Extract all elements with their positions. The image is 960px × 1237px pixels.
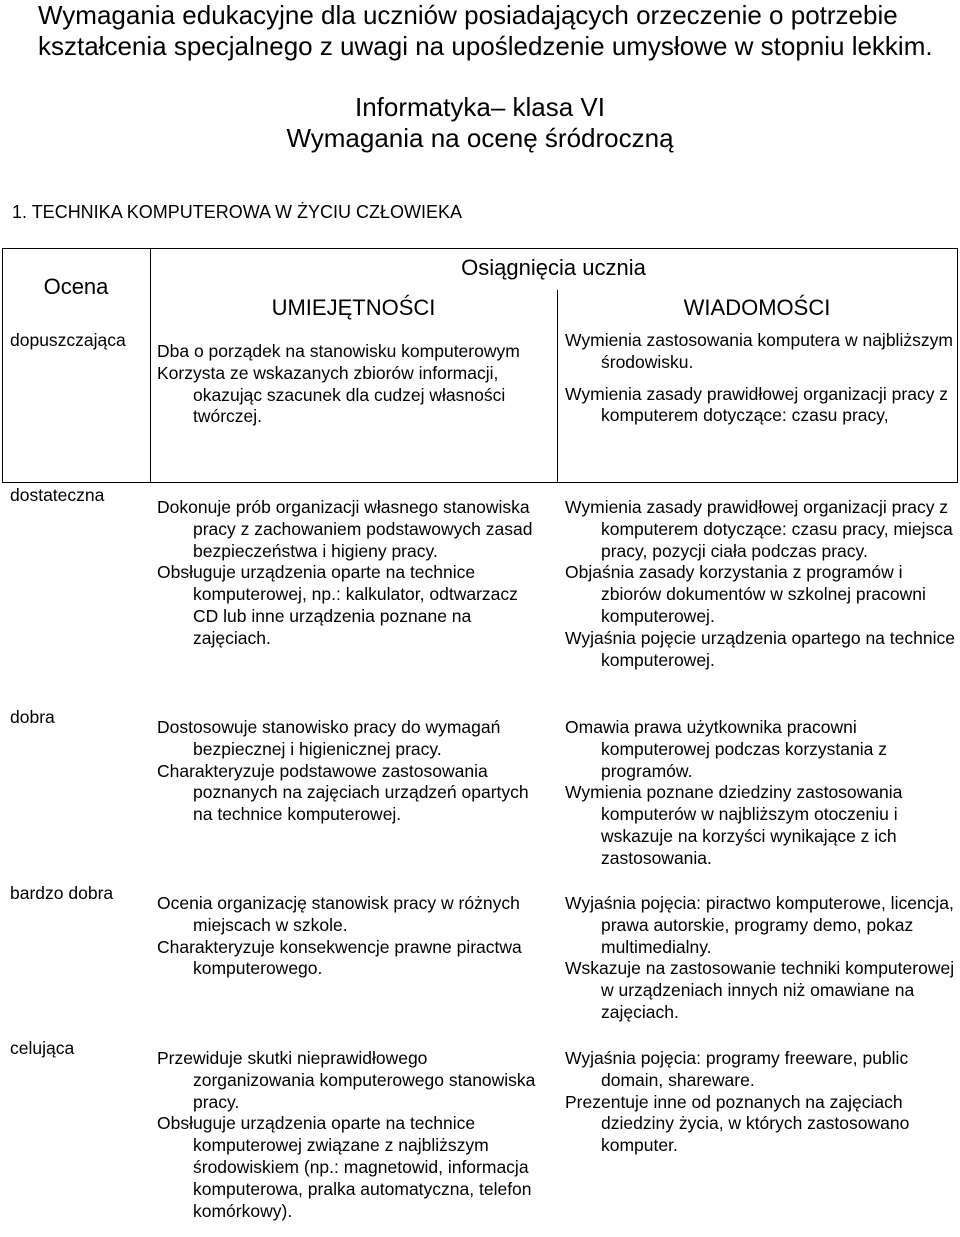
skills-cell-dobra <box>157 717 537 826</box>
grade-label-dostateczna: dostateczna <box>10 485 105 505</box>
knowledge-cell-dopuszczajaca <box>565 330 955 427</box>
document-intro: Wymagania edukacyjne dla uczniów posiadających orzeczenie o potrzebie kształcenia specjalnego z uwagi na upośledzenie umysłowe w stopniu lekkim. <box>38 0 933 61</box>
knowledge-item: Wymienia zasady prawidłowej organizacji pracy z komputerem dotyczące: czasu pracy, miejsca pracy, pozycji ciała podczas pracy. <box>565 497 953 561</box>
grade-label-celujaca: celująca <box>10 1038 75 1058</box>
grade-label-dopuszczajaca: dopuszczająca <box>10 330 126 350</box>
knowledge-item: Wymienia zasady prawidłowej organizacji pracy z komputerem dotyczące: czasu pracy, <box>565 383 949 426</box>
knowledge-item: Wyjaśnia pojęcia: piractwo komputerowe, licencja, prawa autorskie, programy demo, pokaz multimedialny. <box>565 893 954 957</box>
skill-item: Charakteryzuje konsekwencje prawne piractwa komputerowego. <box>157 936 522 979</box>
skill-item: Przewiduje skutki nieprawidłowego zorganizowania komputerowego stanowiska pracy. <box>157 1048 536 1112</box>
knowledge-cell-dobra <box>565 717 955 870</box>
knowledge-cell-bardzo-dobra <box>565 893 955 1024</box>
skill-item: Ocenia organizację stanowisk pracy w różnych miejscach w szkole. <box>157 893 520 935</box>
skill-item: Charakteryzuje podstawowe zastosowania poznanych na zajęciach urządzeń opartych na technice komputerowej. <box>157 760 529 825</box>
header-knowledge: WIADOMOŚCI <box>683 295 831 320</box>
grade-label-bardzo-dobra: bardzo dobra <box>10 883 114 903</box>
header-achievements: Osiągnięcia ucznia <box>461 255 646 280</box>
knowledge-cell-dostateczna <box>565 497 955 671</box>
knowledge-item: Wymienia zastosowania komputera w najbliższym środowisku. <box>565 330 953 372</box>
knowledge-item: Wyjaśnia pojęcia: programy freeware, public domain, shareware. <box>565 1048 909 1090</box>
knowledge-item: Wyjaśnia pojęcie urządzenia opartego na technice komputerowej. <box>565 627 955 670</box>
skill-item: Dba o porządek na stanowisku komputerowym <box>157 341 520 361</box>
knowledge-item: Wskazuje na zastosowanie techniki komputerowej w urządzeniach innych niż omawiane na zajęciach. <box>565 958 955 1022</box>
knowledge-item: Objaśnia zasady korzystania z programów i zbiorów dokumentów w szkolnej pracowni komputerowej. <box>565 562 926 626</box>
skills-cell-dostateczna <box>157 497 537 650</box>
skill-item: Korzysta ze wskazanych zbiorów informacji, okazując szacunek dla cudzej własności twórczej. <box>157 362 506 427</box>
header-skills: UMIEJĘTNOŚCI <box>271 295 436 320</box>
table-border-top <box>2 248 958 249</box>
skill-item: Obsługuje urządzenia oparte na technice komputerowej, np.: kalkulator, odtwarzacz CD lub inne urządzenia poznane na zajęciach. <box>157 562 518 648</box>
skills-cell-dopuszczajaca <box>157 341 537 428</box>
skills-cell-celujaca <box>157 1048 537 1222</box>
header-grade: Ocena <box>43 274 109 299</box>
section-title: 1. TECHNIKA KOMPUTEROWA W ŻYCIU CZŁOWIEKA <box>12 202 463 222</box>
table-border-right <box>957 248 958 483</box>
skill-item: Obsługuje urządzenia oparte na technice komputerowej związane z najbliższym środowiskiem (np.: magnetowid, informacja komputerowa, pralka automatyczna, telefon komórkowy). <box>157 1113 532 1221</box>
grade-label-dobra: dobra <box>10 707 55 727</box>
knowledge-item: Wymienia poznane dziedziny zastosowania komputerów w najbliższym otoczeniu i wskazuje na korzyści wynikające z ich zastosowania. <box>565 782 903 868</box>
knowledge-cell-celujaca <box>565 1048 955 1157</box>
skill-item: Dostosowuje stanowisko pracy do wymagań bezpiecznej i higienicznej pracy. <box>157 717 501 759</box>
table-divider-grade <box>150 248 151 483</box>
knowledge-item: Prezentuje inne od poznanych na zajęciach dziedziny życia, w których zastosowano komputer. <box>565 1091 910 1156</box>
skill-item: Dokonuje prób organizacji własnego stanowiska pracy z zachowaniem podstawowych zasad bezpieczeństwa i higieny pracy. <box>157 497 533 561</box>
subject-subtitle: Wymagania na ocenę śródroczną <box>286 123 674 153</box>
subject-title: Informatyka– klasa VI <box>355 92 605 122</box>
table-border-bottom-row1 <box>2 482 958 483</box>
skills-cell-bardzo-dobra <box>157 893 537 980</box>
knowledge-item: Omawia prawa użytkownika pracowni komputerowej podczas korzystania z programów. <box>565 717 887 781</box>
